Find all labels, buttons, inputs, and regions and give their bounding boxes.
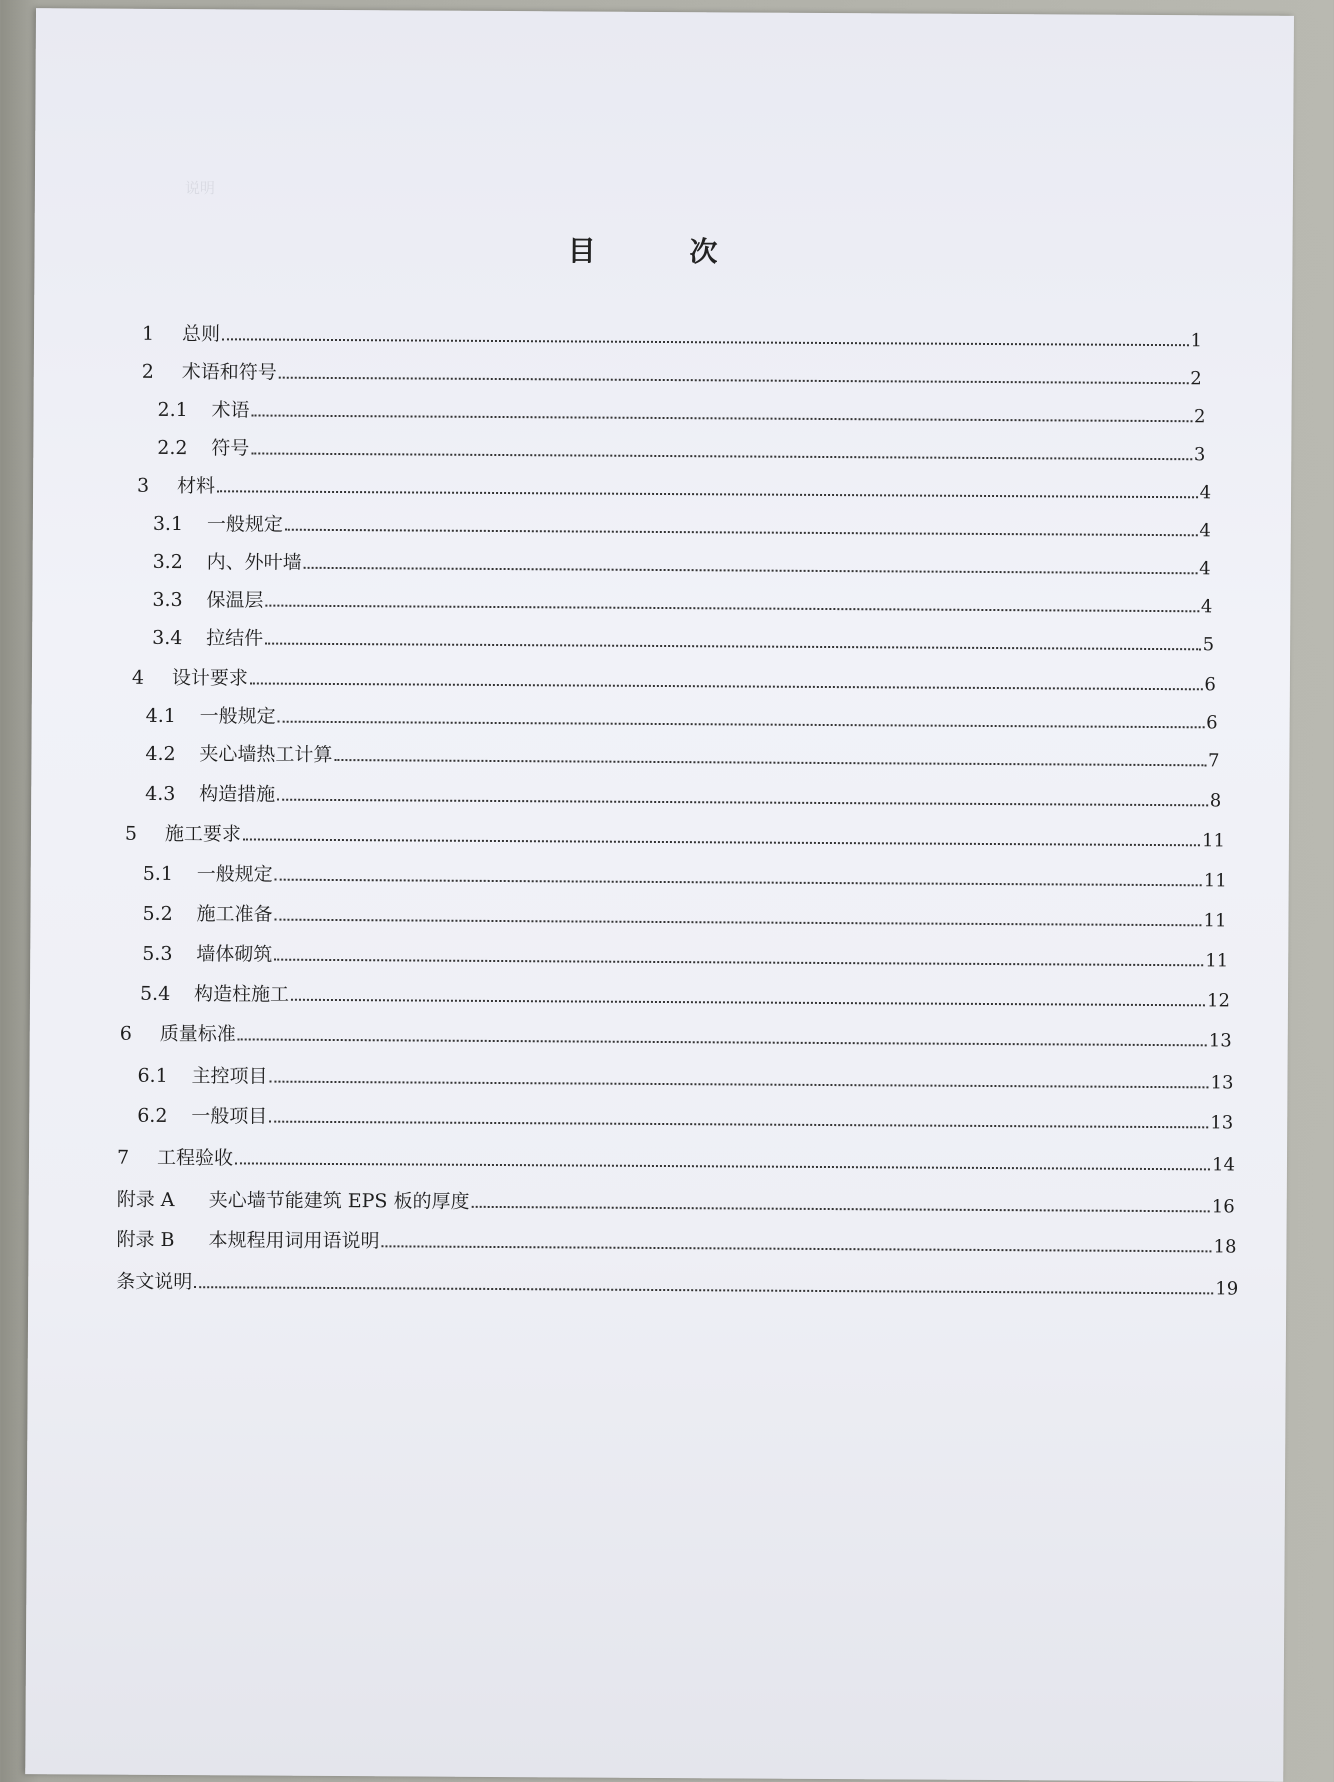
toc-entry-number: 3: [137, 474, 150, 497]
toc-leader-dots: [471, 1205, 1209, 1213]
toc-leader-dots: [278, 720, 1205, 729]
toc-entry-label: 一般规定: [206, 513, 283, 536]
toc-leader-dots: [251, 451, 1192, 460]
toc-entry-label: 施工要求: [164, 822, 242, 846]
toc-entry-page: 12: [1206, 990, 1231, 1012]
toc-leader-dots: [250, 681, 1203, 690]
toc-entry-number: 3.1: [152, 512, 184, 536]
toc-entry-label: 工程验收: [156, 1146, 234, 1170]
toc-leader-dots: [291, 998, 1205, 1007]
toc-entry-page: 11: [1201, 830, 1226, 852]
toc-entry-number: 3.4: [152, 626, 183, 650]
toc-entry: [117, 1185, 1235, 1219]
document-page: [25, 8, 1294, 1782]
toc-entry-page: 13: [1210, 1112, 1234, 1134]
toc-entry-number: 1: [141, 322, 155, 345]
page-title: 目 次: [567, 234, 760, 269]
toc-leader-dots: [222, 337, 1189, 346]
toc-leader-dots: [275, 878, 1202, 887]
toc-entry-number: 5.4: [139, 982, 171, 1005]
toc-entry-number: 4.1: [145, 704, 176, 728]
toc-entry-number: 4.3: [145, 782, 176, 806]
toc-entry-page: 2: [1194, 406, 1206, 428]
toc-entry: [145, 779, 1221, 813]
toc-leader-dots: [269, 1080, 1208, 1089]
toc-entry: [143, 859, 1227, 893]
toc-entry-label: 墙体砌筑: [196, 943, 273, 966]
toc-entry: [157, 395, 1205, 428]
toc-entry-number: 6.2: [137, 1104, 168, 1127]
toc-entry-page: 14: [1211, 1154, 1236, 1176]
toc-entry-label: 施工准备: [196, 903, 273, 926]
toc-entry-label: 拉结件: [206, 627, 264, 650]
toc-entry-label: 构造措施: [199, 783, 276, 806]
toc-entry-label: 材料: [177, 475, 216, 498]
toc-entry-number: 5: [124, 822, 138, 845]
toc-entry-page: 4: [1199, 482, 1212, 504]
toc-entry-label: 设计要求: [171, 667, 249, 690]
toc-entry-label: 内、外叶墙: [206, 551, 302, 574]
toc-leader-dots: [381, 1244, 1211, 1252]
toc-entry-label: 一般规定: [199, 705, 276, 728]
toc-entry: [120, 1019, 1232, 1053]
toc-leader-dots: [235, 1161, 1210, 1170]
toc-entry-page: 5: [1202, 634, 1215, 656]
toc-leader-dots: [194, 1285, 1213, 1294]
toc-entry: [157, 433, 1205, 466]
toc-entry-number: 附录 A: [116, 1188, 175, 1212]
toc-entry-label: 本规程用词用语说明: [208, 1229, 380, 1253]
toc-entry: [132, 663, 1216, 697]
toc-leader-dots: [279, 376, 1189, 385]
toc-entry-number: 5.2: [142, 902, 173, 926]
toc-leader-dots: [285, 528, 1198, 537]
toc-entry: [142, 319, 1202, 352]
toc-leader-dots: [277, 798, 1208, 807]
toc-leader-dots: [274, 918, 1201, 927]
toc-entry-number: 4.2: [145, 742, 176, 766]
toc-leader-dots: [265, 642, 1201, 651]
toc-entry-page: 6: [1204, 674, 1216, 696]
toc-leader-dots: [217, 489, 1198, 498]
toc-entry-number: 6.1: [137, 1064, 168, 1087]
toc-entry-number: 5.1: [142, 862, 174, 886]
toc-entry-number: 7: [116, 1146, 130, 1169]
toc-leader-dots: [252, 413, 1193, 422]
toc-entry: [145, 739, 1219, 773]
toc-entry-page: 18: [1213, 1236, 1237, 1258]
toc-entry: [146, 701, 1218, 735]
toc-leader-dots: [265, 604, 1199, 613]
toc-leader-dots: [243, 837, 1200, 846]
toc-entry-label: 术语和符号: [181, 361, 277, 384]
toc-entry: [142, 357, 1202, 390]
toc-entry-page: 3: [1193, 444, 1206, 466]
toc-entry: [142, 939, 1228, 973]
toc-leader-dots: [334, 758, 1206, 766]
toc-entry-label: 保温层: [206, 589, 264, 612]
toc-entry: [116, 1267, 1238, 1301]
toc-entry-number: 附录 B: [116, 1228, 175, 1252]
toc-entry-label: 构造柱施工: [193, 983, 290, 1006]
toc-entry-label: 条文说明: [116, 1270, 193, 1294]
toc-entry: [125, 819, 1225, 853]
toc-entry-number: 5.3: [142, 942, 173, 966]
toc-entry: [153, 509, 1211, 542]
toc-entry: [152, 585, 1212, 618]
toc-entry-page: 2: [1190, 368, 1202, 390]
toc-entry-page: 16: [1211, 1196, 1235, 1218]
toc-entry-number: 2.2: [157, 436, 188, 460]
toc-entry-page: 13: [1208, 1030, 1232, 1052]
toc-entry: [137, 1101, 1233, 1135]
toc-entry: [117, 1143, 1235, 1177]
toc-entry-label: 总则: [181, 323, 221, 346]
toc-entry: [137, 471, 1211, 505]
toc-entry-page: 7: [1207, 750, 1220, 772]
toc-entry-page: 4: [1199, 558, 1211, 580]
toc-entry-number: 3.2: [152, 550, 183, 574]
toc-entry-number: 3.3: [152, 588, 183, 612]
toc-leader-dots: [238, 1037, 1207, 1046]
toc-entry-label: 一般规定: [196, 863, 273, 886]
toc-entry-page: 8: [1209, 790, 1222, 812]
toc-entry-page: 11: [1203, 910, 1227, 932]
toc-entry-page: 13: [1210, 1072, 1234, 1094]
toc-entry: [137, 1061, 1233, 1095]
toc-entry: [152, 623, 1214, 656]
toc-entry-page: 1: [1190, 330, 1203, 352]
toc-entry-label: 主控项目: [191, 1065, 268, 1088]
toc-entry-number: 4: [131, 666, 145, 689]
toc-entry-number: 2.1: [157, 398, 188, 422]
toc-entry-page: 4: [1200, 596, 1213, 618]
toc-leader-dots: [304, 566, 1198, 574]
toc-entry-number: 2: [141, 360, 154, 383]
toc-entry-label: 术语: [211, 399, 250, 422]
toc-entry: [116, 1225, 1236, 1259]
bleed-line: 说明: [184, 179, 215, 198]
toc-entry-label: 夹心墙节能建筑 EPS 板的厚度: [208, 1189, 470, 1213]
toc-entry-label: 夹心墙热工计算: [199, 743, 333, 766]
toc-entry: [153, 547, 1211, 580]
toc-entry-label: 质量标准: [159, 1022, 236, 1046]
toc-entry-page: 6: [1206, 712, 1218, 734]
toc-entry: [140, 979, 1230, 1013]
toc-entry-label: 一般项目: [191, 1105, 268, 1128]
toc-entry-page: 19: [1215, 1278, 1239, 1300]
toc-entry: [142, 899, 1226, 933]
toc-entry-page: 4: [1199, 520, 1211, 542]
toc-entry-number: 6: [119, 1022, 132, 1045]
toc-entry-page: 11: [1205, 950, 1229, 972]
table-of-contents: [25, 8, 1294, 1782]
toc-entry-label: 符号: [211, 437, 250, 460]
toc-entry-page: 11: [1203, 870, 1227, 892]
toc-leader-dots: [269, 1120, 1208, 1129]
toc-leader-dots: [274, 958, 1203, 967]
